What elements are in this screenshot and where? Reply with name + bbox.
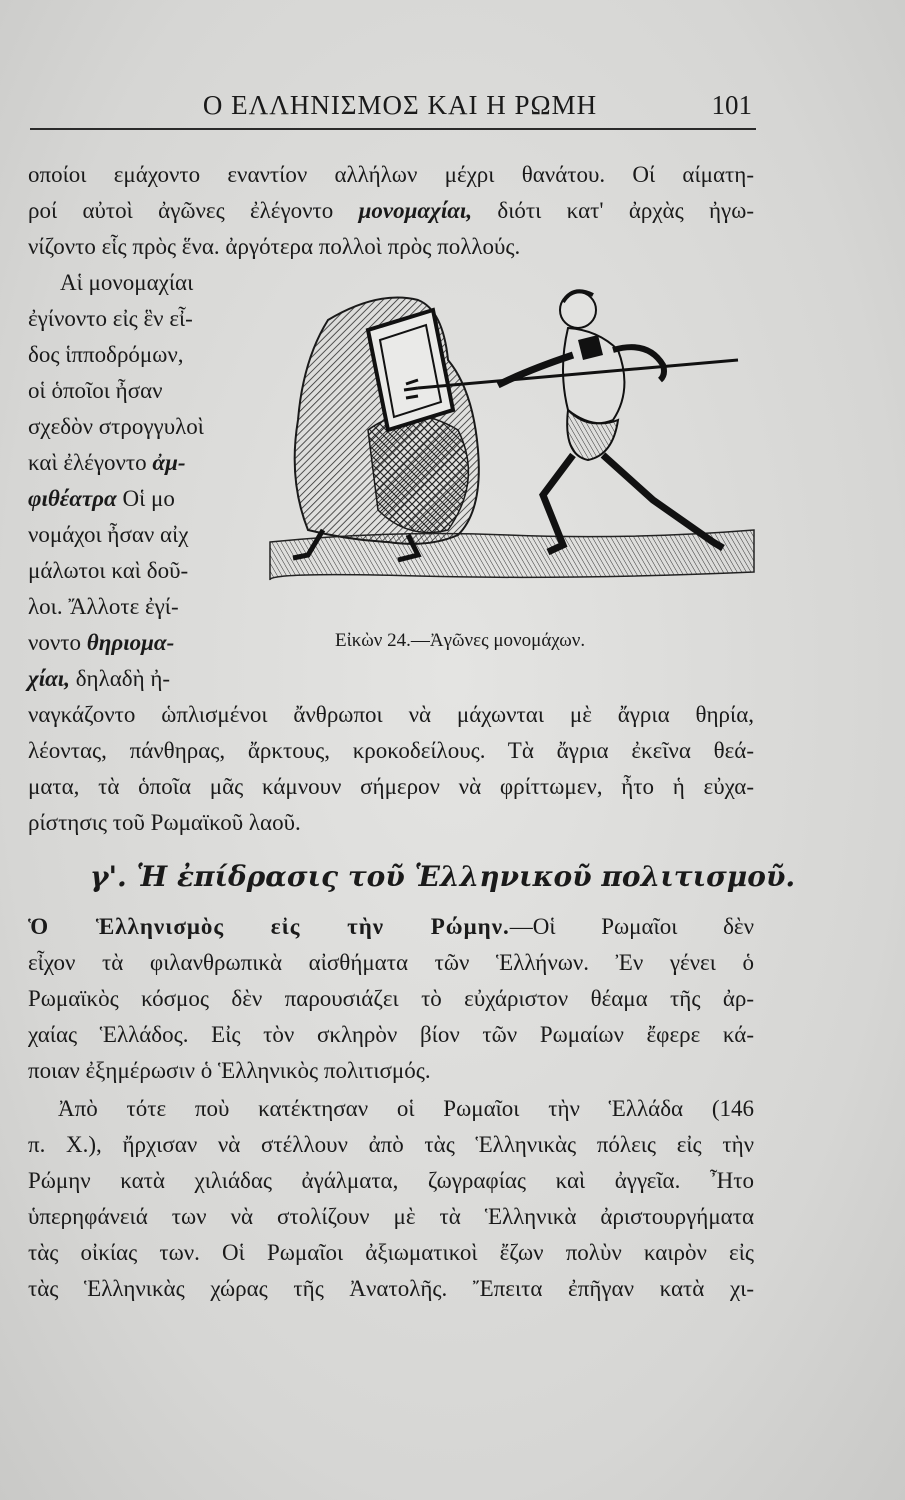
text-line: λέοντας, πάνθηρας, ἄρκτους, κροκοδείλους. Τὰ ἄγρια ἐκεῖνα θεά- <box>28 738 754 763</box>
text-line: ὑπερηφάνειά των νὰ στολίζουν μὲ τὰ Ἑλληνικὰ ἀριστουργήματα <box>28 1204 754 1229</box>
text-line: τὰς οἰκίας των. Οἱ Ρωμαῖοι ἀξιωματικοὶ ἔζων πολὺν καιρὸν εἰς <box>28 1240 754 1265</box>
text-line: ματα, τὰ ὁποῖα μᾶς κάμνουν σήμερον νὰ φρίττωμεν, ἦτο ἡ εὐχα- <box>28 774 754 799</box>
emphasis-term: χίαι, <box>28 666 70 691</box>
text-line: τὰς Ἑλληνικὰς χώρας τῆς Ἀνατολῆς. Ἔπειτα ἐπῆγαν κατὰ χι- <box>28 1276 754 1301</box>
text-span: ροί αὐτοὶ ἀγῶνες ἐλέγοντο <box>28 198 334 223</box>
gladiator-engraving <box>268 280 756 610</box>
engraving-illustration <box>268 280 756 610</box>
text-line <box>28 484 175 514</box>
text-span: νοντο <box>28 630 82 655</box>
text-line <box>28 628 174 658</box>
text-line: Ρωμαϊκὸς κόσμος δὲν παρουσιάζει τὸ εὐχάριστον θέαμα τῆς ἀρ- <box>28 986 754 1011</box>
text-line: π. Χ.), ἤρχισαν νὰ στέλλουν ἀπὸ τὰς Ἑλληνικὰς πόλεις εἰς τὴν <box>28 1132 754 1157</box>
text-line: Αἱ μονομαχίαι <box>60 270 194 295</box>
text-line: ναγκάζοντο ὡπλισμένοι ἄνθρωποι νὰ μάχωνται μὲ ἄγρια θηρία, <box>28 702 754 727</box>
text-line <box>28 664 170 694</box>
text-line: Ρώμην κατὰ χιλιάδας ἀγάλματα, ζωγραφίας καὶ ἀγγεῖα. Ἦτο <box>28 1168 754 1193</box>
text-span: διότι κατ' ἀρχὰς ἠγω- <box>497 198 755 223</box>
text-line: νίζοντο εἷς πρὸς ἕνα. ἀργότερα πολλοὶ πρὸς πολλούς. <box>28 234 521 259</box>
text-span: —Οἱ Ρωμαῖοι δὲν <box>509 914 754 939</box>
text-line: μάλωτοι καὶ δοῦ- <box>28 558 189 583</box>
figure-caption: Εἰκὼν 24.—Ἀγῶνες μονομάχων. <box>335 630 586 651</box>
section-heading: γ'. Ἡ ἐπίδρασις τοῦ Ἑλληνικοῦ πολιτισμοῦ. <box>90 860 796 893</box>
emphasis-term: μονομαχίαι, <box>358 198 473 223</box>
text-line: ρίστησις τοῦ Ρωμαϊκοῦ λαοῦ. <box>28 810 301 835</box>
text-line: οποίοι εμάχοντο εναντίον αλλήλων μέχρι θανάτου. Οί αίματη- <box>28 162 754 187</box>
running-title: Ο ΕΛΛΗΝΙΣΜΟΣ ΚΑΙ Η ΡΩΜΗ <box>202 90 598 120</box>
text-line: ποιαν ἐξημέρωσιν ὁ Ἑλληνικὸς πολιτισμός. <box>28 1058 431 1083</box>
text-line: νομάχοι ἦσαν αἰχ <box>28 522 189 547</box>
text-line: οἱ ὁποῖοι ἦσαν <box>28 378 163 403</box>
text-line: λοι. Ἄλλοτε ἐγί- <box>28 594 179 619</box>
emphasis-term: φιθέατρα <box>28 486 117 511</box>
page-number: 101 <box>711 90 752 120</box>
paragraph-subheading: Ὁ Ἑλληνισμὸς εἰς τὴν Ρώμην. <box>28 914 510 939</box>
text-line: Ἀπὸ τότε ποὺ κατέκτησαν οἱ Ρωμαῖοι τὴν Ἑλλάδα (146 <box>58 1096 754 1121</box>
emphasis-term: θηριομα- <box>86 630 175 655</box>
text-line: δος ἱπποδρόμων, <box>28 342 184 367</box>
text-line: ἐγίνοντο εἰς ἓν εἶ- <box>28 306 193 331</box>
emphasis-term: ἀμ- <box>152 450 186 475</box>
text-line: χαίας Ἑλλάδος. Εἰς τὸν σκληρὸν βίον τῶν Ρωμαίων ἔφερε κά- <box>28 1022 754 1047</box>
text-span: Οἱ μο <box>122 486 175 511</box>
text-line <box>28 448 186 478</box>
text-line: εἶχον τὰ φιλανθρωπικὰ αἰσθήματα τῶν Ἑλλήνων. Ἐν γένει ὁ <box>28 950 754 975</box>
page-header <box>30 88 756 130</box>
text-line <box>28 912 754 942</box>
text-span: δηλαδὴ ἠ- <box>75 666 171 691</box>
text-line: σχεδὸν στρογγυλοὶ <box>28 414 204 439</box>
text-span: καὶ ἐλέγοντο <box>28 450 147 475</box>
text-line <box>28 196 754 226</box>
